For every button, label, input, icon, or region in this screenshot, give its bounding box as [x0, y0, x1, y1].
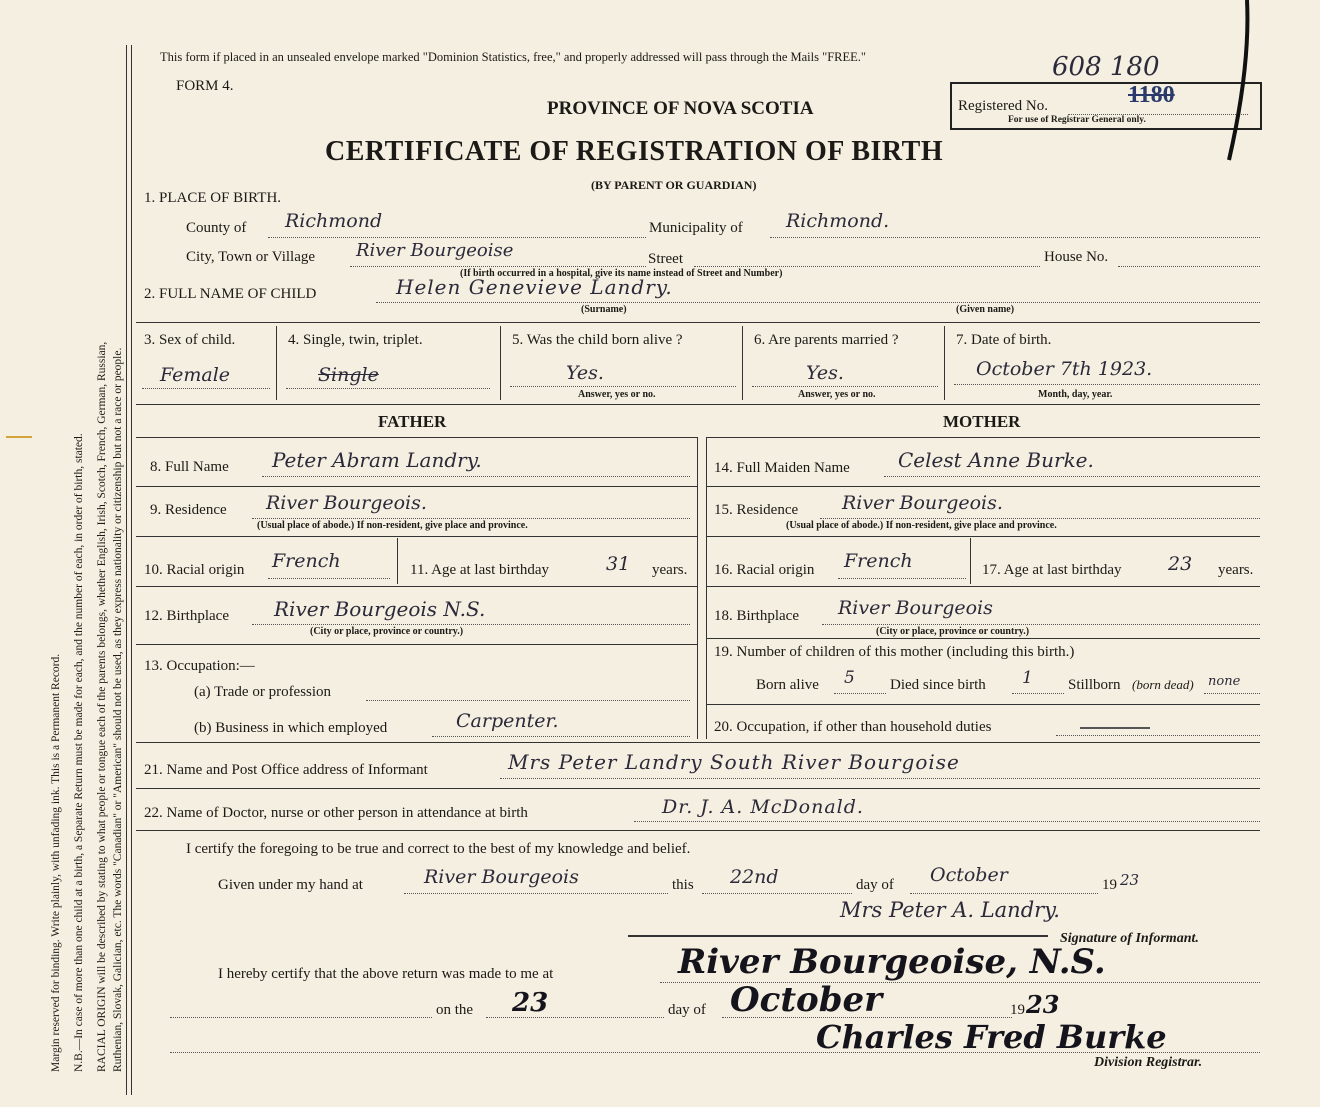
col-divider-3	[276, 326, 277, 400]
doctor-label: 22. Name of Doctor, nurse or other person in attendance at birth	[144, 805, 528, 821]
sex-label: 3. Sex of child.	[144, 332, 236, 348]
mother-name-line	[884, 476, 1260, 477]
row-divider-5	[136, 830, 1260, 831]
municipality-value: Richmond.	[786, 210, 890, 232]
alive-line	[510, 386, 736, 387]
alive-label: 5. Was the child born alive ?	[512, 332, 683, 348]
born-alive-label: Born alive	[756, 677, 819, 693]
house-line	[1118, 266, 1260, 267]
row-divider-3	[136, 742, 1260, 743]
mother-name-label: 14. Full Maiden Name	[714, 460, 850, 476]
parent-heading-rule-right	[706, 437, 1260, 438]
alive-answer-note: Answer, yes or no.	[578, 389, 656, 400]
city-label: City, Town or Village	[186, 249, 316, 265]
municipality-label: Municipality of	[649, 220, 743, 236]
given-day-of-label: day of	[856, 877, 894, 893]
registrar-signature: Charles Fred Burke	[816, 1018, 1167, 1056]
mother-children-label: 19. Number of children of this mother (including this birth.)	[714, 644, 1075, 660]
married-label: 6. Are parents married ?	[754, 332, 899, 348]
page-title: CERTIFICATE OF REGISTRATION OF BIRTH	[325, 136, 944, 167]
father-birthplace-value: River Bourgeois N.S.	[274, 597, 486, 621]
mother-occupation-line	[1056, 735, 1260, 736]
on-the-label: on the	[436, 1002, 474, 1018]
mail-note: This form if placed in an unsealed envelope marked "Dominion Statistics, free," and properly addressed will pass through the Mails "FREE."	[160, 50, 867, 64]
father-rule-2	[136, 536, 698, 537]
street-line	[694, 266, 1040, 267]
mother-city-note: (City or place, province or country.)	[876, 626, 1030, 637]
mother-birthplace-line	[822, 624, 1260, 625]
father-racial-label: 10. Racial origin	[144, 562, 245, 578]
sex-line	[142, 388, 270, 389]
given-year-prefix: 19	[1102, 877, 1117, 893]
mother-residence-label: 15. Residence	[714, 502, 799, 518]
handwritten-number: 608 180	[1052, 52, 1160, 82]
county-label: County of	[186, 220, 247, 236]
margin-rule-outer	[126, 45, 127, 1095]
stillborn-note: (born dead)	[1132, 677, 1194, 692]
col-divider-5	[742, 326, 743, 400]
mother-heading: MOTHER	[943, 412, 1021, 431]
row-divider-1	[136, 322, 1260, 323]
mother-rule-5	[706, 704, 1260, 705]
parent-column-divider-b	[706, 437, 707, 739]
registrar-line	[170, 1052, 1260, 1053]
registered-value: 1180	[1128, 82, 1175, 108]
return-month-value: October	[730, 980, 883, 1020]
margin-note-multiple-births: N.B.—In case of more than one child at a birth, a Separate Return must be made for each, and the number of each, in order of birth, stated.	[73, 433, 85, 1072]
born-alive-value: 5	[844, 668, 855, 688]
given-this-label: this	[672, 877, 694, 893]
father-heading: FATHER	[378, 412, 447, 431]
mother-name-value: Celest Anne Burke.	[898, 448, 1094, 472]
registrar-label: Division Registrar.	[1094, 1055, 1203, 1070]
given-place-line	[404, 893, 668, 894]
mother-racial-divider	[970, 538, 971, 584]
parent-heading-rule-left	[136, 437, 698, 438]
street-label: Street	[648, 251, 683, 267]
stillborn-line	[1204, 693, 1260, 694]
child-name-line	[376, 302, 1260, 303]
margin-note-racial-origin: RACIAL ORIGIN will be described by stating to what people or tongue each of the parents belongs, whether English, Irish, Scotch, French, German, Russian,	[96, 341, 108, 1072]
margin-note-nationality: Ruthenian, Slovak, Galician, etc. The words "Canadian" or "American" should not be used, as they express nationality or citizenship but not a race or people.	[112, 347, 124, 1072]
mother-residence-value: River Bourgeois.	[842, 492, 1003, 514]
died-value: 1	[1022, 668, 1033, 688]
certify-statement: I certify the foregoing to be true and correct to the best of my knowledge and belief.	[186, 841, 691, 857]
father-trade-label: (a) Trade or profession	[194, 684, 332, 700]
return-place-value: River Bourgeoise, N.S.	[678, 942, 1106, 982]
father-rule-4	[136, 644, 698, 645]
born-alive-line	[834, 693, 886, 694]
informant-value: Mrs Peter Landry South River Bourgoise	[508, 750, 960, 774]
dob-value: October 7th 1923.	[976, 358, 1153, 380]
dob-note: Month, day, year.	[1038, 389, 1113, 400]
place-heading: 1. PLACE OF BIRTH.	[144, 190, 282, 206]
died-line	[1012, 693, 1064, 694]
married-value: Yes.	[806, 362, 844, 384]
given-month-line	[910, 893, 1098, 894]
doctor-value: Dr. J. A. McDonald.	[662, 796, 864, 818]
margin-note-binding: Margin reserved for binding. Write plainly, with unfading ink. This is a Permanent Record.	[50, 653, 62, 1072]
father-occupation-label: 13. Occupation:—	[144, 658, 255, 674]
father-residence-line	[252, 518, 690, 519]
surname-note: (Surname)	[581, 304, 627, 315]
mother-rule-3	[706, 586, 1260, 587]
father-residence-label: 9. Residence	[150, 502, 227, 518]
county-value: Richmond	[285, 210, 383, 232]
mother-birthplace-label: 18. Birthplace	[714, 608, 799, 624]
row-divider-4	[136, 788, 1260, 789]
married-line	[752, 386, 938, 387]
return-day-value: 23	[512, 988, 549, 1018]
parent-column-divider-a	[697, 437, 698, 739]
mother-occupation-label: 20. Occupation, if other than household duties	[714, 719, 992, 735]
father-rule-1	[136, 486, 698, 487]
registered-label: Registered No.	[958, 98, 1048, 114]
alive-value: Yes.	[566, 362, 604, 384]
father-trade-line	[366, 700, 690, 701]
father-business-line	[432, 736, 690, 737]
plurality-line	[286, 388, 490, 389]
return-year-prefix: 19	[1010, 1002, 1025, 1018]
mother-abode-note: (Usual place of abode.) If non-resident, give place and province.	[786, 520, 1057, 531]
father-abode-note: (Usual place of abode.) If non-resident, give place and province.	[257, 520, 528, 531]
father-racial-line	[268, 578, 390, 579]
col-divider-6	[944, 326, 945, 400]
mother-racial-label: 16. Racial origin	[714, 562, 815, 578]
return-year-value: 23	[1026, 990, 1060, 1019]
informant-line	[500, 778, 1260, 779]
given-label: Given under my hand at	[218, 877, 363, 893]
county-line	[268, 237, 646, 238]
form-number: FORM 4.	[176, 78, 234, 94]
given-day-value: 22nd	[730, 866, 779, 888]
mother-age-value: 23	[1168, 553, 1193, 575]
mother-residence-line	[820, 518, 1260, 519]
given-day-line	[702, 893, 852, 894]
stillborn-value: none	[1208, 674, 1241, 689]
col-divider-4	[500, 326, 501, 400]
sex-value: Female	[160, 364, 231, 386]
municipality-line	[770, 237, 1260, 238]
given-year-value: 23	[1120, 871, 1140, 889]
registrar-note: For use of Registrar General only.	[1008, 115, 1146, 125]
margin-rule-inner	[131, 45, 132, 1095]
informant-signature-label: Signature of Informant.	[1060, 931, 1199, 946]
father-business-label: (b) Business in which employed	[194, 720, 388, 736]
plurality-label: 4. Single, twin, triplet.	[288, 332, 423, 348]
father-business-value: Carpenter.	[456, 710, 559, 732]
return-day-of-label: day of	[668, 1002, 706, 1018]
child-name-label: 2. FULL NAME OF CHILD	[144, 286, 317, 302]
married-answer-note: Answer, yes or no.	[798, 389, 876, 400]
mother-birthplace-value: River Bourgeois	[838, 597, 993, 619]
father-rule-3	[136, 586, 698, 587]
father-birthplace-line	[252, 624, 690, 625]
mother-rule-2	[706, 536, 1260, 537]
plurality-value: Single	[318, 364, 379, 386]
father-name-value: Peter Abram Landry.	[272, 448, 482, 472]
mother-rule-4	[706, 638, 1260, 639]
city-value: River Bourgeoise	[356, 240, 514, 261]
died-label: Died since birth	[890, 677, 986, 693]
mother-age-label: 17. Age at last birthday	[982, 562, 1122, 578]
return-lead-line	[170, 1017, 432, 1018]
city-line	[350, 266, 646, 267]
father-name-label: 8. Full Name	[150, 459, 229, 475]
child-name-value: Helen Genevieve Landry.	[396, 275, 673, 299]
hospital-note: (If birth occurred in a hospital, give its name instead of Street and Number)	[460, 268, 783, 279]
province-title: PROVINCE OF NOVA SCOTIA	[547, 98, 814, 119]
father-age-label: 11. Age at last birthday	[410, 562, 549, 578]
father-age-value: 31	[606, 553, 631, 575]
father-age-years: years.	[652, 562, 688, 578]
margin-tick	[6, 436, 32, 438]
row-divider-2	[136, 404, 1260, 405]
return-label: I hereby certify that the above return was made to me at	[218, 966, 554, 982]
father-racial-divider	[397, 538, 398, 584]
mother-racial-value: French	[844, 550, 913, 572]
mother-age-years: years.	[1218, 562, 1254, 578]
father-birthplace-label: 12. Birthplace	[144, 608, 229, 624]
house-label: House No.	[1044, 249, 1109, 265]
given-month-value: October	[930, 864, 1008, 886]
given-place-value: River Bourgeois	[424, 866, 579, 888]
pen-stroke	[1205, 0, 1255, 170]
given-name-note: (Given name)	[956, 304, 1015, 315]
father-city-note: (City or place, province or country.)	[310, 626, 464, 637]
page-subtitle: (BY PARENT OR GUARDIAN)	[591, 178, 757, 192]
mother-rule-1	[706, 486, 1260, 487]
informant-signature: Mrs Peter A. Landry.	[840, 898, 1060, 922]
stillborn-label: Stillborn	[1068, 677, 1121, 693]
informant-label: 21. Name and Post Office address of Informant	[144, 762, 428, 778]
father-residence-value: River Bourgeois.	[266, 492, 427, 514]
informant-signature-rule	[628, 935, 1048, 937]
mother-occupation-dash	[1080, 727, 1150, 729]
father-racial-value: French	[272, 550, 341, 572]
doctor-line	[634, 821, 1260, 822]
dob-line	[954, 384, 1260, 385]
mother-racial-line	[838, 578, 966, 579]
father-name-line	[262, 476, 690, 477]
dob-label: 7. Date of birth.	[956, 332, 1052, 348]
